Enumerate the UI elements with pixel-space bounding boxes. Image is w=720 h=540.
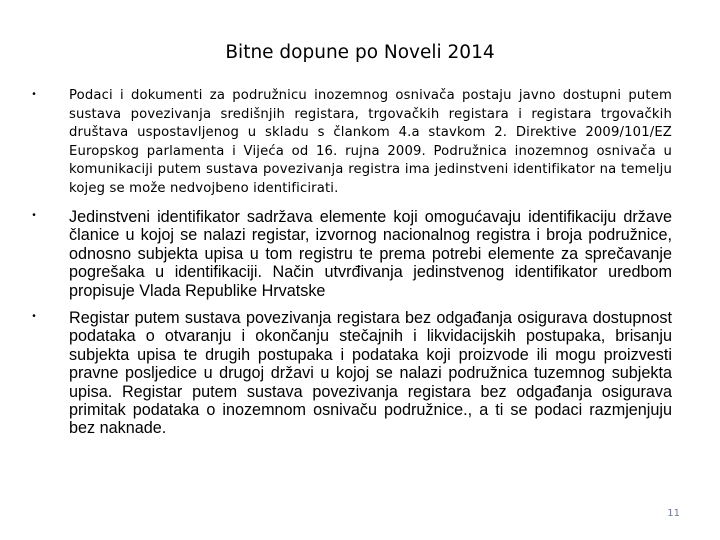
bullet-paragraph-3: Registar putem sustava povezivanja registara bez odgađanja osigurava dostupnost podataka o otvaranju i okončanju stečajnih i likvidacijskih postupaka, brisanju subjekta upisa te drugih postupaka i podataka koji proizvode ili mogu proizvesti pravne posljedice u drugoj državi u kojoj se nalazi podružnica tuzemnog subjekta upisa. Registar putem sustava povezivanja registara bez odgađanja osigurava primitak podataka o inozemnom osnivaču podružnice., a ti se podaci razmjenjuju bez naknade. bbox=[69, 309, 672, 438]
slide-title: Bitne dopune po Noveli 2014 bbox=[225, 42, 495, 63]
page-number: 11 bbox=[667, 508, 680, 519]
bullet-paragraph-1: Podaci i dokumenti za podružnicu inozemnog osnivača postaju javno dostupni putem sustava povezivanja središnjih registara, trgovačkih registara i registara trgovačkih društava uspostavljenog u skladu s člankom 4.a stavkom 2. Direktive 2009/101/EZ Europskog parlamenta i Vijeća od 16. rujna 2009. Podružnica inozemnog osnivača u komunikaciji putem sustava povezivanja registra ima jedinstveni identifikator na temelju kojeg se može nedvojbeno identificirati. bbox=[69, 88, 672, 196]
bullet-marker-2: • bbox=[32, 210, 36, 221]
bullet-marker-3: • bbox=[32, 311, 36, 322]
bullet-marker-1: • bbox=[32, 89, 36, 100]
bullet-paragraph-2: Jedinstveni identifikator sadržava elemente koji omogućavaju identifikaciju države članice u kojoj se nalazi registar, izvornog nacionalnog registra i broja podružnice, odnosno subjekta upisa u tom registru te prema potrebi elemente za sprečavanje pogrešaka u identifikaciji. Način utvrđivanja jedinstvenog identifikator uredbom propisuje Vlada Republike Hrvatske bbox=[69, 208, 672, 300]
